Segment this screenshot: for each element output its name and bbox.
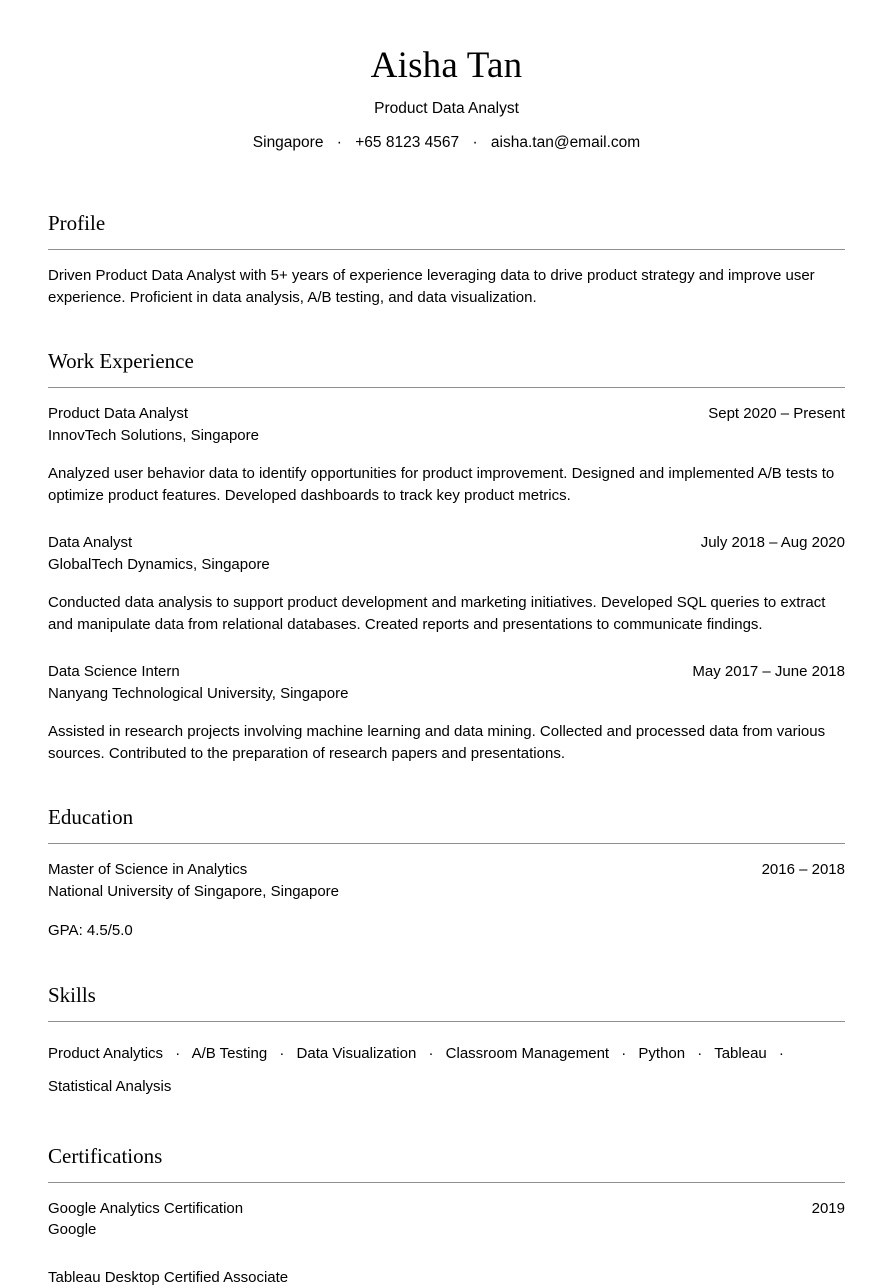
education-body	[48, 844, 845, 942]
certification-entry	[48, 1267, 845, 1288]
work-entry-organization: InnovTech Solutions, Singapore	[48, 425, 845, 447]
education-entry-degree: Master of Science in Analytics	[48, 859, 247, 881]
education-entry	[48, 859, 845, 942]
skill-item: Python	[638, 1045, 685, 1062]
certification-entry-header	[48, 1198, 845, 1220]
certifications-body	[48, 1183, 845, 1288]
work-entry-description: Analyzed user behavior data to identify opportunities for product improvement. Designed and implemented A/B tests to optimize product features. Developed dashboards to track key product metrics.	[48, 463, 845, 506]
work-entry-date: July 2018 – Aug 2020	[701, 532, 845, 554]
certification-entry-date: 2019	[812, 1198, 845, 1220]
contact-separator-icon: ·	[328, 132, 351, 154]
section-title-education: Education	[48, 804, 845, 830]
work-entry-role: Data Analyst	[48, 532, 132, 554]
work-entry	[48, 532, 845, 635]
candidate-name: Aisha Tan	[48, 44, 845, 88]
skill-separator-icon: ·	[421, 1037, 442, 1070]
skill-separator-icon: ·	[689, 1037, 710, 1070]
education-entry-date: 2016 – 2018	[762, 859, 845, 881]
skill-separator-icon: ·	[271, 1037, 292, 1070]
work-entry-description: Conducted data analysis to support product development and marketing initiatives. Developed SQL queries to extract and manipulate data from relational databases. Created reports and presentations to communicate findings.	[48, 592, 845, 635]
certification-entry	[48, 1198, 845, 1241]
skills-body	[48, 1022, 845, 1103]
work-entry	[48, 403, 845, 506]
contact-separator-icon: ·	[463, 132, 486, 154]
skill-item: Tableau	[714, 1045, 767, 1062]
education-entry-institution: National University of Singapore, Singapore	[48, 881, 845, 903]
resume-header	[48, 0, 845, 154]
skill-item: Data Visualization	[297, 1045, 417, 1062]
skill-item: A/B Testing	[192, 1045, 268, 1062]
contact-email[interactable]: aisha.tan@email.com	[491, 134, 640, 151]
work-entry-date: May 2017 – June 2018	[692, 661, 845, 683]
profile-body	[48, 250, 845, 308]
work-entry-organization: GlobalTech Dynamics, Singapore	[48, 554, 845, 576]
certification-entry-header	[48, 1267, 845, 1288]
certification-entry-issuer: Google	[48, 1219, 845, 1241]
section-title-certifications: Certifications	[48, 1143, 845, 1169]
section-certifications	[48, 1143, 845, 1288]
section-work-experience	[48, 348, 845, 764]
skill-item: Statistical Analysis	[48, 1078, 171, 1095]
work-entry-date: Sept 2020 – Present	[708, 403, 845, 425]
skill-separator-icon: ·	[771, 1037, 792, 1070]
work-entry	[48, 661, 845, 764]
candidate-headline: Product Data Analyst	[48, 98, 845, 120]
work-entry-description: Assisted in research projects involving machine learning and data mining. Collected and processed data from various sources. Contributed to the preparation of research papers and presentations.	[48, 721, 845, 764]
section-profile	[48, 210, 845, 308]
skills-list	[48, 1037, 845, 1103]
section-title-skills: Skills	[48, 982, 845, 1008]
profile-text: Driven Product Data Analyst with 5+ years of experience leveraging data to drive product strategy and improve user experience. Proficient in data analysis, A/B testing, and data visualization.	[48, 265, 845, 308]
education-entry-header	[48, 859, 845, 881]
work-entry-header	[48, 403, 845, 425]
education-entry-gpa: GPA: 4.5/5.0	[48, 920, 845, 942]
skill-item: Classroom Management	[446, 1045, 609, 1062]
skill-item: Product Analytics	[48, 1045, 163, 1062]
section-education	[48, 804, 845, 942]
certification-entry-name: Google Analytics Certification	[48, 1198, 243, 1220]
work-entry-header	[48, 532, 845, 554]
contact-line	[48, 132, 845, 154]
skill-separator-icon: ·	[613, 1037, 634, 1070]
work-experience-body	[48, 388, 845, 764]
contact-phone[interactable]: +65 8123 4567	[355, 134, 459, 151]
work-entry-role: Product Data Analyst	[48, 403, 188, 425]
certification-entry-name: Tableau Desktop Certified Associate	[48, 1267, 288, 1288]
work-entry-organization: Nanyang Technological University, Singapore	[48, 683, 845, 705]
skill-separator-icon: ·	[167, 1037, 188, 1070]
section-skills	[48, 982, 845, 1103]
section-title-profile: Profile	[48, 210, 845, 236]
work-entry-role: Data Science Intern	[48, 661, 180, 683]
contact-location: Singapore	[253, 134, 324, 151]
section-title-work-experience: Work Experience	[48, 348, 845, 374]
work-entry-header	[48, 661, 845, 683]
